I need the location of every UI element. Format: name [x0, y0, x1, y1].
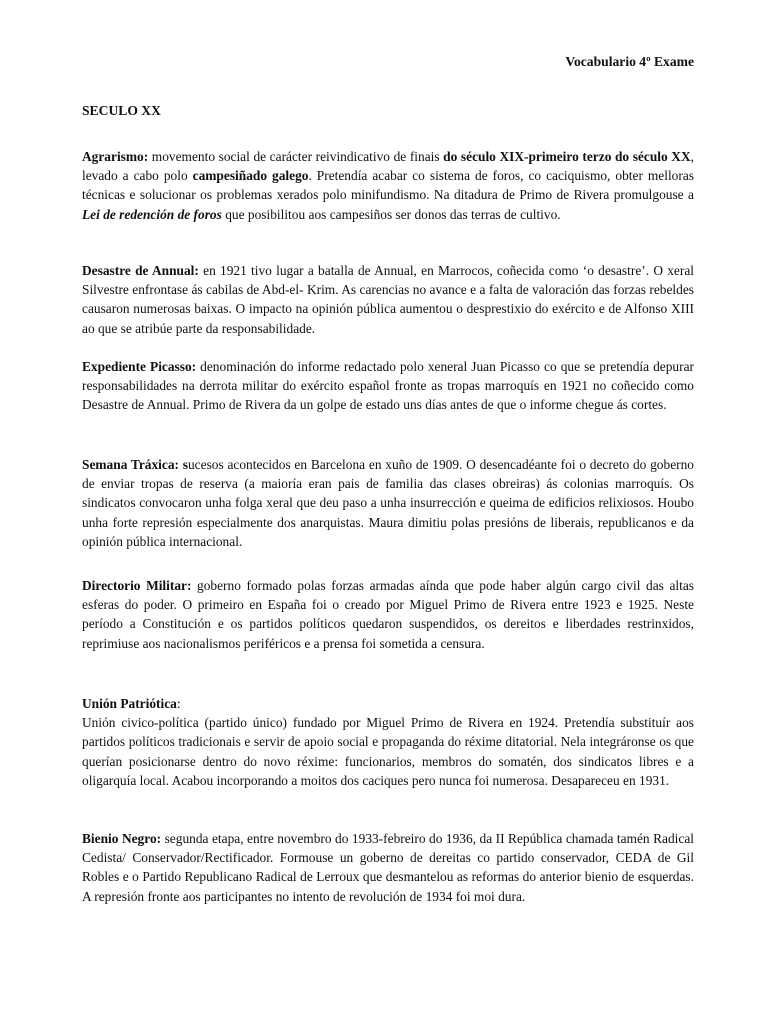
- entry-emphasis: do século XIX-primeiro terzo do século XX: [443, 149, 691, 164]
- entry-text: que posibilitou aos campesiños ser donos das terras de cultivo.: [221, 206, 561, 222]
- entry-agrarismo: [82, 147, 694, 224]
- entry-term: Agrarismo:: [82, 149, 149, 164]
- entry-emphasis-italic: Lei de redención de foros: [82, 206, 222, 222]
- entry-text-bold: s: [179, 457, 188, 472]
- entry-text: goberno formado polas forzas armadas aínda que pode haber algún cargo civil das altas esferas do poder. O primeiro en España foi o creado por Miguel Primo de Rivera entre 1923 e 1925. Neste período a Constitución e os partidos políticos quedaron suspendidos, os dereitos e liberdades restrinxidos, reprimiuse aos nacionalismos periféricos e a prensa foi sometida a censura.: [82, 578, 694, 651]
- entry-text: Unión civico-política (partido único) fundado por Miguel Primo de Rivera en 1924. Pretendía substituír aos partidos políticos tradicionais e servir de apoio social e propaganda do réxime ditatorial. Nela integráronse os que querían posicionarse dentro do novo réxime: funcionarios, membros do somatén, dos sindicatos libres e a oligarquía local. Acabou incorporando a moitos dos caciques pero nunca foi numerosa. Desapareceu en 1931.: [82, 715, 694, 788]
- entry-term: Semana Tráxica:: [82, 457, 179, 472]
- entry-term: Desastre de Annual:: [82, 263, 199, 278]
- entry-term: Unión Patriótica: [82, 696, 177, 711]
- entry-text: movemento social de carácter reivindicativo de finais: [148, 149, 444, 164]
- entry-text: denominación do informe redactado polo xeneral Juan Picasso co que se pretendía depurar responsabilidades na derrota militar do exército español fronte as tropas marroquís en 1921 no coñecido como Desastre de Annual. Primo de Rivera da un golpe de estado uns días antes de que o informe chegue ás cortes.: [82, 359, 694, 413]
- entry-text: ucesos acontecidos en Barcelona en xuño de 1909. O desencadéante foi o decreto do goberno de enviar tropas de reserva (a maioría eran pais de familia das clases obreiras) ás colonias marroquís. Os sindicatos convocaron unha folga xeral que deu paso a unha insurrección e queima de edificios relixiosos. Houbo unha forte represión especialmente dos anarquistas. Maura dimitiu polas presións de liberais, republicanos e da opinión pública internacional.: [82, 457, 694, 549]
- entry-colon: :: [176, 696, 181, 711]
- document-header: Vocabulario 4º Exame: [565, 54, 694, 69]
- entry-semana-traxica: [82, 455, 694, 551]
- entry-union-patriotica: [82, 694, 694, 790]
- entry-heading: [82, 694, 694, 713]
- entry-text: , levado a cabo polo: [82, 149, 694, 184]
- entry-expediente-picasso: [82, 357, 694, 415]
- entry-term: Expediente Picasso:: [82, 359, 197, 374]
- entry-bienio-negro: [82, 829, 694, 906]
- entry-text: segunda etapa, entre novembro do 1933-febreiro do 1936, da II República chamada tamén Radical Cedista/ Conservador/Rectificador. Formouse un goberno de dereitas co partido conservador, CEDA de Gil Robles e o Partido Republicano Radical de Lerroux que desmantelou as reformas do anterior bienio de esquerdas. A represión fronte aos participantes no intento de revolución de 1934 foi moi dura.: [82, 831, 694, 904]
- entry-term: Directorio Militar:: [82, 578, 192, 593]
- entry-text: en 1921 tivo lugar a batalla de Annual, en Marrocos, coñecida como ‘o desastre’. O xeral Silvestre enfrontase ás cabilas de Abd-el- Krim. As carencias no avance e a falta de valoración das forzas rebeldes causaron numerosas baixas. O impacto na opinión pública aumentou o desprestixio do exército e de Alfonso XIII ao que se atribúe parte da responsabilidade.: [82, 263, 694, 336]
- entry-directorio-militar: [82, 576, 694, 653]
- entry-term: Bienio Negro:: [82, 831, 162, 846]
- entry-desastre-de-annual: [82, 261, 694, 338]
- entry-text: . Pretendía acabar co sistema de foros, co caciquismo, obter melloras técnicas e solucionar os problemas xerados polo minifundismo. Na ditadura de Primo de Rivera promulgouse a: [82, 168, 694, 203]
- section-title: SECULO XX: [82, 103, 161, 118]
- entry-emphasis: campesiñado galego: [192, 168, 309, 184]
